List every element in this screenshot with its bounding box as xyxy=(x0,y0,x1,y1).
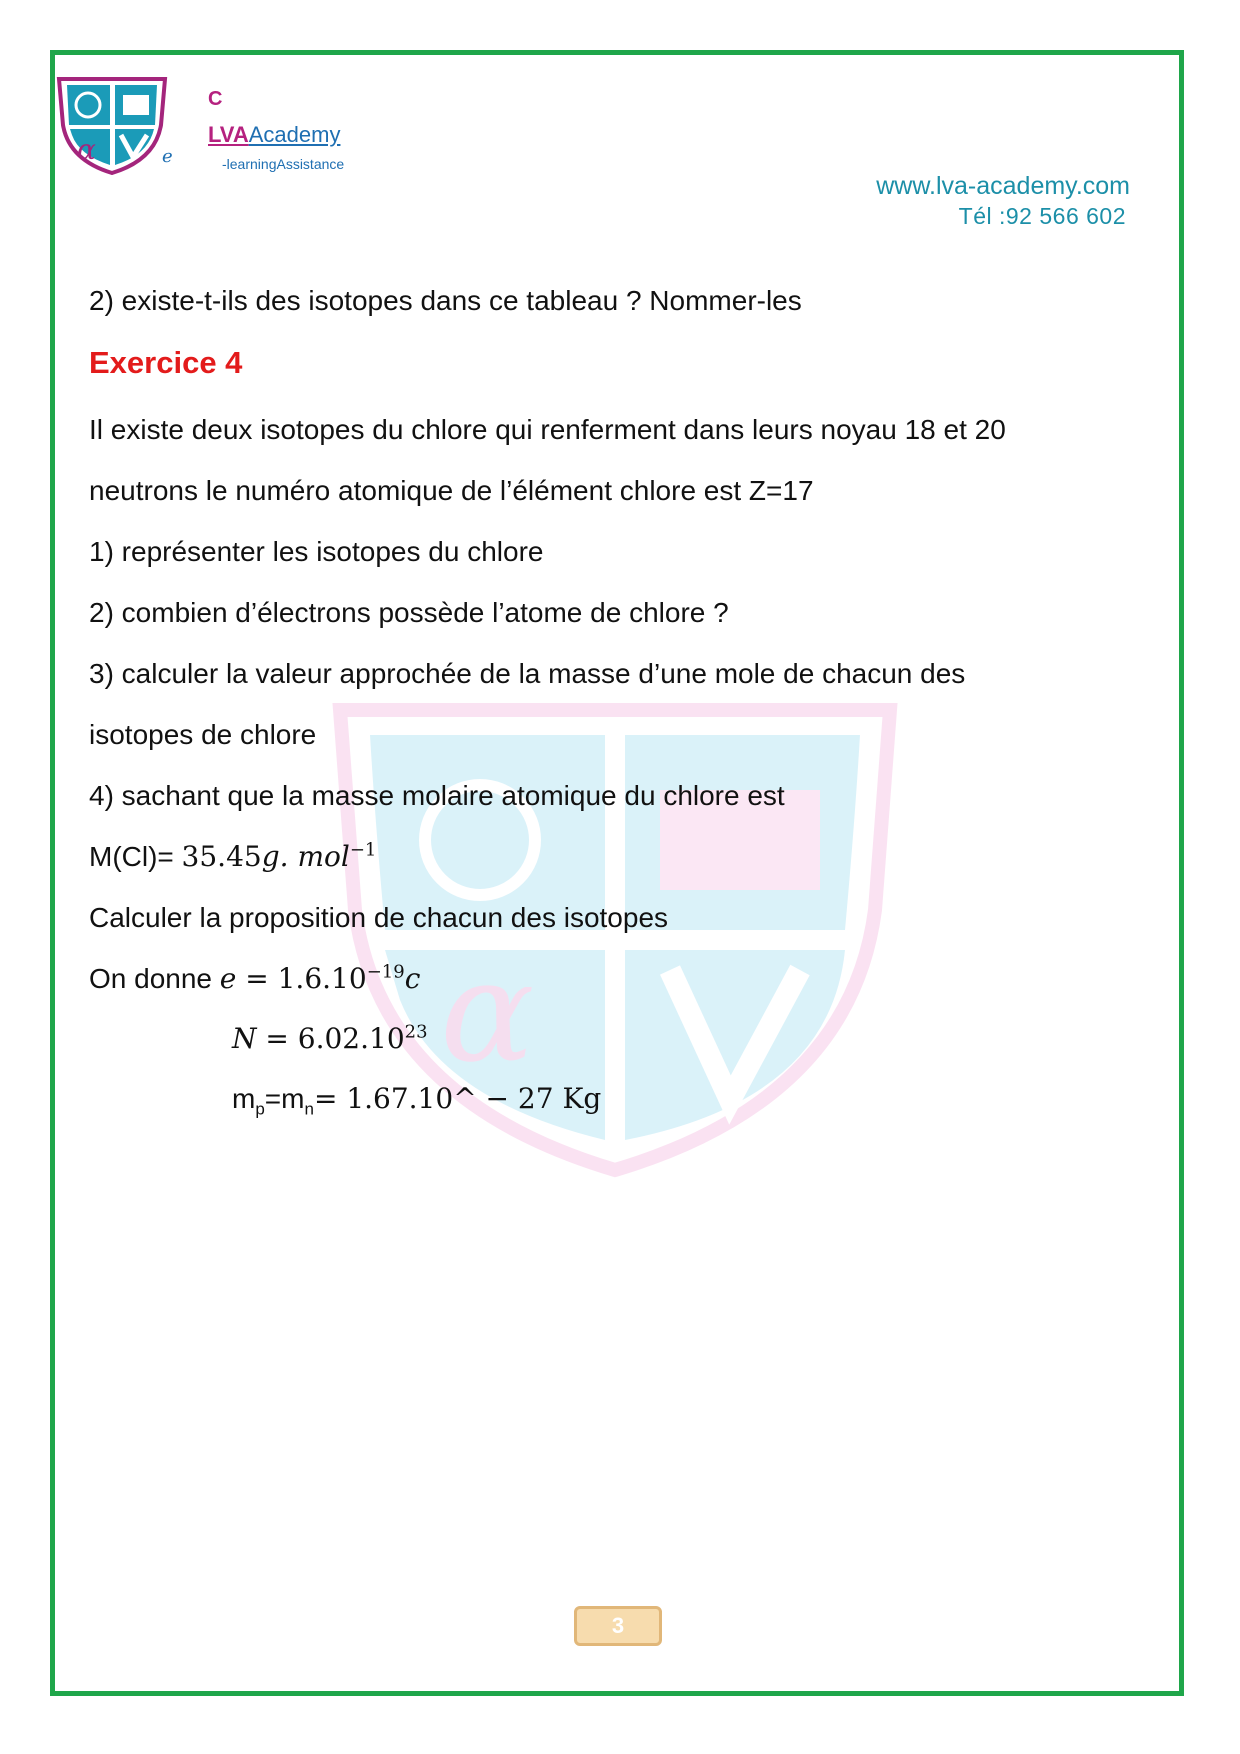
e-value: = 1.6.10 xyxy=(236,962,367,995)
brand-lva: LVA xyxy=(208,122,249,147)
intro-line-1: Il existe deux isotopes du chlore qui renferment dans leurs noyau 18 et 20 xyxy=(89,414,1006,445)
brand-name xyxy=(208,122,340,148)
phone-number: Tél :92 566 602 xyxy=(958,203,1126,229)
website-link[interactable]: www.lva-academy.com xyxy=(876,172,1130,200)
question-4-line-2: Calculer la proposition de chacun des isotopes xyxy=(89,902,669,933)
svg-text:α: α xyxy=(77,133,96,166)
previous-question-2: 2) existe-t-ils des isotopes dans ce tableau ? Nommer-les xyxy=(89,285,802,316)
academy-logo xyxy=(55,75,175,175)
question-3-line-2: isotopes de chlore xyxy=(89,719,317,750)
given-nucleon-mass xyxy=(232,1082,602,1119)
e-symbol: e xyxy=(219,962,237,995)
brand-letter: C xyxy=(208,88,223,110)
intro-line-2: neutrons le numéro atomique de l’élément chlore est Z=17 xyxy=(89,475,814,506)
question-2: 2) combien d’électrons possède l’atome de chlore ? xyxy=(89,597,729,628)
brand-tagline: -learningAssistance xyxy=(222,156,345,172)
question-4-line-1: 4) sachant que la masse molaire atomique du chlore est xyxy=(89,780,785,811)
mn-symbol: =m xyxy=(264,1083,305,1114)
nucleon-mass-value: = 1.67.10^ − 27 Kg xyxy=(313,1082,602,1115)
brand-academy: Academy xyxy=(248,122,341,147)
page-number-badge xyxy=(574,1606,662,1646)
mn-subscript: n xyxy=(304,1099,314,1119)
question-3-line-1: 3) calculer la valeur approchée de la masse d’une mole de chacun des xyxy=(89,658,966,689)
question-1: 1) représenter les isotopes du chlore xyxy=(89,536,544,567)
molar-mass-exponent: −1 xyxy=(349,839,377,861)
given-elementary-charge xyxy=(89,962,420,996)
exercise-title: Exercice 4 xyxy=(89,345,243,380)
molar-mass-value: 35.45 xyxy=(181,840,262,873)
n-symbol: N xyxy=(232,1022,257,1055)
given-prefix: On donne xyxy=(89,963,220,994)
given-avogadro xyxy=(232,1022,428,1056)
molar-mass-unit: g. mol xyxy=(261,840,350,873)
e-exponent: −19 xyxy=(366,961,405,983)
n-exponent: 23 xyxy=(404,1021,428,1043)
mp-subscript: p xyxy=(255,1099,265,1119)
mp-symbol: m xyxy=(232,1083,256,1114)
molar-mass-label: M(Cl)= xyxy=(89,841,182,872)
n-value: = 6.02.10 xyxy=(256,1022,405,1055)
e-unit: c xyxy=(404,962,421,995)
molar-mass-formula xyxy=(89,840,376,874)
svg-text:α: α xyxy=(440,931,535,1094)
page-number: 3 xyxy=(611,1613,625,1638)
brand-e-letter: e xyxy=(162,146,173,167)
